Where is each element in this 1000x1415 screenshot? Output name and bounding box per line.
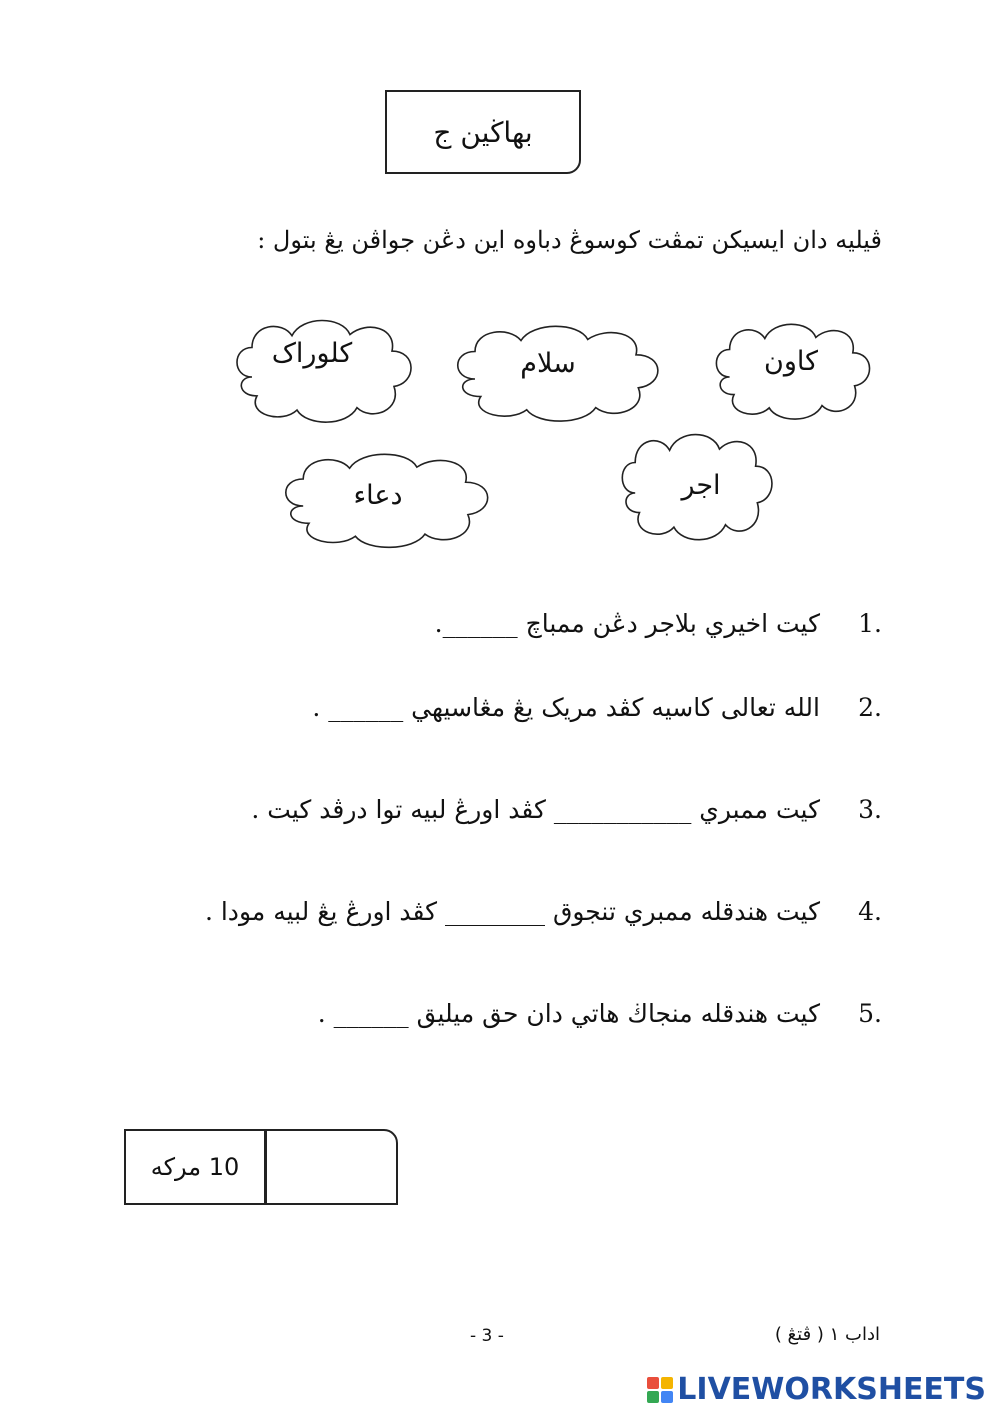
- marks-label: 10 مرکه: [126, 1131, 267, 1203]
- brand-name: LIVEWORKSHEETS: [677, 1372, 986, 1407]
- question-2: [142, 688, 882, 728]
- question-1: [142, 604, 882, 644]
- page-number: - 3 -: [470, 1326, 504, 1346]
- logo-icon: [647, 1377, 673, 1403]
- question-number: 5.: [858, 999, 882, 1028]
- word-cloud-2-label: سلام: [520, 348, 576, 379]
- word-cloud-3-label: کلوراک: [271, 338, 353, 369]
- question-5: [142, 994, 882, 1034]
- footer-subject: اداب ١ ( ڤتڠ ): [774, 1324, 880, 1345]
- section-title: بهاڬين ج: [433, 115, 533, 149]
- question-number: 2.: [858, 693, 882, 722]
- instruction-text: ڤيليه دان ايسيکن تمڤت کوسوڠ دباوه اين دڠن جواڤن يڠ بتول :: [257, 226, 882, 254]
- logo-square-blue: [661, 1391, 673, 1403]
- question-text: کيت ممبري ___________ کڤد اورڠ لبيه توا درڤد کيت .: [251, 795, 820, 824]
- logo-square-green: [647, 1391, 659, 1403]
- logo-square-yellow: [661, 1377, 673, 1389]
- liveworksheets-logo: [647, 1372, 986, 1407]
- question-number: 1.: [858, 609, 882, 638]
- question-text: الله تعالى کاسيه کڤد مريک يڠ مڠاسيهي ______ .: [312, 693, 820, 722]
- question-number: 4.: [858, 897, 882, 926]
- marks-score-cell: [267, 1131, 396, 1203]
- word-cloud-3: [237, 321, 411, 423]
- logo-square-red: [647, 1377, 659, 1389]
- word-cloud-4-label: اجر: [681, 470, 721, 501]
- word-cloud-5-label: دعاء: [353, 480, 403, 511]
- question-text: کيت هندقله منجاڬ هاتي دان حق ميليق ______ .: [317, 999, 820, 1028]
- question-number: 3.: [858, 795, 882, 824]
- question-text: کيت هندقله ممبري تنجوق ________ کڤد اورڠ يڠ لبيه مودا .: [204, 897, 820, 926]
- question-4: [142, 892, 882, 932]
- word-bank: [0, 0, 1000, 600]
- marks-box: [124, 1129, 398, 1205]
- question-text: کيت اخيري بلاجر دڠن ممباچ ______.: [434, 609, 820, 638]
- word-cloud-1-label: کاون: [764, 346, 818, 377]
- question-3: [142, 790, 882, 830]
